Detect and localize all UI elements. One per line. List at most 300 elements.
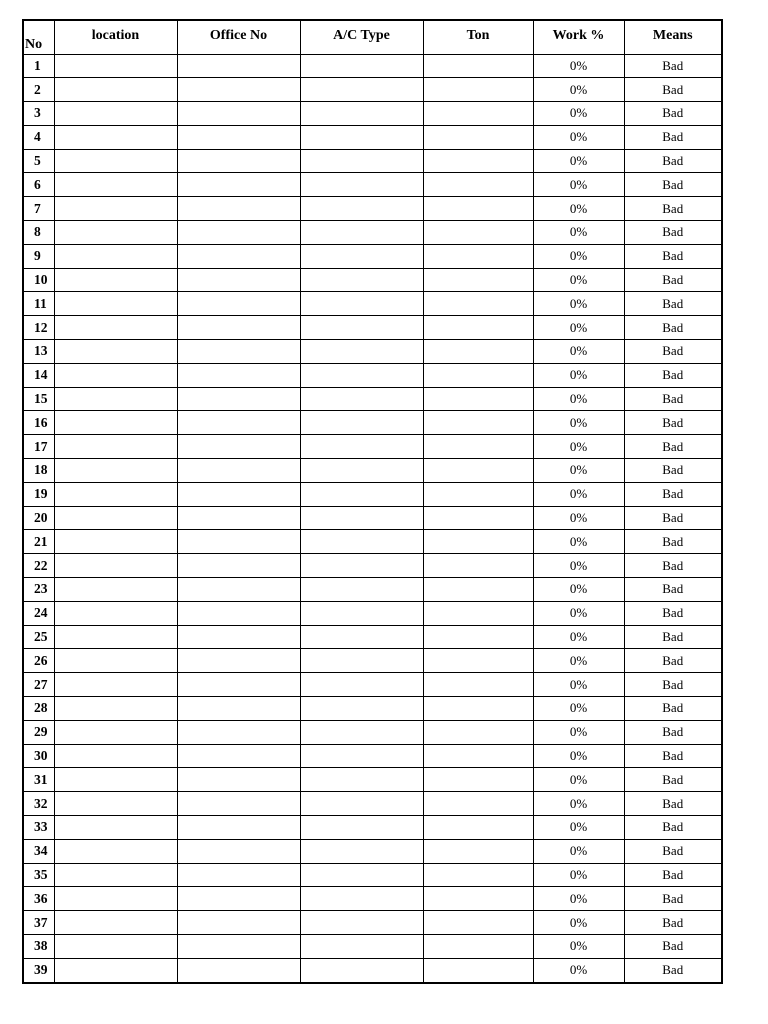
row-number: 27 bbox=[23, 673, 54, 697]
location-cell[interactable] bbox=[54, 673, 177, 697]
location-cell[interactable] bbox=[54, 934, 177, 958]
ac-type-cell[interactable] bbox=[300, 506, 423, 530]
means-cell[interactable]: Bad bbox=[624, 625, 722, 649]
work-percent-cell[interactable]: 0% bbox=[533, 601, 624, 625]
row-number: 20 bbox=[23, 506, 54, 530]
ac-type-cell[interactable] bbox=[300, 482, 423, 506]
ton-cell[interactable] bbox=[423, 173, 533, 197]
work-percent-cell[interactable]: 0% bbox=[533, 292, 624, 316]
location-cell[interactable] bbox=[54, 221, 177, 245]
header-office-no: Office No bbox=[177, 20, 300, 54]
ac-type-cell[interactable] bbox=[300, 530, 423, 554]
location-cell[interactable] bbox=[54, 744, 177, 768]
table-row bbox=[23, 102, 722, 126]
ac-type-cell[interactable] bbox=[300, 102, 423, 126]
office-no-cell[interactable] bbox=[177, 673, 300, 697]
table-row bbox=[23, 839, 722, 863]
row-number: 14 bbox=[23, 363, 54, 387]
row-number: 16 bbox=[23, 411, 54, 435]
ac-type-cell[interactable] bbox=[300, 673, 423, 697]
office-no-cell[interactable] bbox=[177, 863, 300, 887]
means-cell[interactable]: Bad bbox=[624, 102, 722, 126]
ton-cell[interactable] bbox=[423, 340, 533, 364]
location-cell[interactable] bbox=[54, 720, 177, 744]
means-cell[interactable]: Bad bbox=[624, 744, 722, 768]
location-cell[interactable] bbox=[54, 530, 177, 554]
ton-cell[interactable] bbox=[423, 744, 533, 768]
office-no-cell[interactable] bbox=[177, 506, 300, 530]
ac-type-cell[interactable] bbox=[300, 720, 423, 744]
work-percent-cell[interactable]: 0% bbox=[533, 435, 624, 459]
means-cell[interactable]: Bad bbox=[624, 863, 722, 887]
work-percent-cell[interactable]: 0% bbox=[533, 887, 624, 911]
table-row bbox=[23, 506, 722, 530]
table-row bbox=[23, 482, 722, 506]
means-cell[interactable]: Bad bbox=[624, 578, 722, 602]
work-percent-cell[interactable]: 0% bbox=[533, 411, 624, 435]
location-cell[interactable] bbox=[54, 816, 177, 840]
table-row bbox=[23, 958, 722, 982]
means-cell[interactable]: Bad bbox=[624, 673, 722, 697]
ton-cell[interactable] bbox=[423, 102, 533, 126]
ton-cell[interactable] bbox=[423, 625, 533, 649]
location-cell[interactable] bbox=[54, 173, 177, 197]
ac-type-cell[interactable] bbox=[300, 911, 423, 935]
location-cell[interactable] bbox=[54, 197, 177, 221]
ac-type-cell[interactable] bbox=[300, 625, 423, 649]
means-cell[interactable]: Bad bbox=[624, 435, 722, 459]
ton-cell[interactable] bbox=[423, 411, 533, 435]
row-number: 32 bbox=[23, 792, 54, 816]
ton-cell[interactable] bbox=[423, 149, 533, 173]
work-percent-cell[interactable]: 0% bbox=[533, 244, 624, 268]
ton-cell[interactable] bbox=[423, 911, 533, 935]
means-cell[interactable]: Bad bbox=[624, 649, 722, 673]
office-no-cell[interactable] bbox=[177, 340, 300, 364]
location-cell[interactable] bbox=[54, 578, 177, 602]
means-cell[interactable]: Bad bbox=[624, 530, 722, 554]
ac-type-cell[interactable] bbox=[300, 792, 423, 816]
row-number: 17 bbox=[23, 435, 54, 459]
location-cell[interactable] bbox=[54, 649, 177, 673]
office-no-cell[interactable] bbox=[177, 149, 300, 173]
ton-cell[interactable] bbox=[423, 649, 533, 673]
work-percent-cell[interactable]: 0% bbox=[533, 578, 624, 602]
row-number: 36 bbox=[23, 887, 54, 911]
office-no-cell[interactable] bbox=[177, 316, 300, 340]
ton-cell[interactable] bbox=[423, 697, 533, 721]
row-number: 34 bbox=[23, 839, 54, 863]
office-no-cell[interactable] bbox=[177, 387, 300, 411]
office-no-cell[interactable] bbox=[177, 816, 300, 840]
ac-type-cell[interactable] bbox=[300, 316, 423, 340]
work-percent-cell[interactable]: 0% bbox=[533, 387, 624, 411]
work-percent-cell[interactable]: 0% bbox=[533, 649, 624, 673]
row-number: 2 bbox=[23, 78, 54, 102]
ton-cell[interactable] bbox=[423, 958, 533, 982]
ton-cell[interactable] bbox=[423, 768, 533, 792]
office-no-cell[interactable] bbox=[177, 649, 300, 673]
office-no-cell[interactable] bbox=[177, 197, 300, 221]
work-percent-cell[interactable]: 0% bbox=[533, 506, 624, 530]
row-number: 4 bbox=[23, 125, 54, 149]
ton-cell[interactable] bbox=[423, 316, 533, 340]
header-no: No bbox=[23, 20, 54, 54]
location-cell[interactable] bbox=[54, 268, 177, 292]
location-cell[interactable] bbox=[54, 887, 177, 911]
ac-type-cell[interactable] bbox=[300, 649, 423, 673]
row-number: 31 bbox=[23, 768, 54, 792]
work-percent-cell[interactable]: 0% bbox=[533, 792, 624, 816]
table-body bbox=[23, 54, 722, 983]
office-no-cell[interactable] bbox=[177, 720, 300, 744]
work-percent-cell[interactable]: 0% bbox=[533, 816, 624, 840]
ac-inventory-table bbox=[22, 19, 723, 984]
ton-cell[interactable] bbox=[423, 268, 533, 292]
location-cell[interactable] bbox=[54, 768, 177, 792]
work-percent-cell[interactable]: 0% bbox=[533, 221, 624, 245]
work-percent-cell[interactable]: 0% bbox=[533, 197, 624, 221]
ac-type-cell[interactable] bbox=[300, 54, 423, 78]
table-row bbox=[23, 934, 722, 958]
location-cell[interactable] bbox=[54, 911, 177, 935]
location-cell[interactable] bbox=[54, 625, 177, 649]
ton-cell[interactable] bbox=[423, 78, 533, 102]
means-cell[interactable]: Bad bbox=[624, 554, 722, 578]
ton-cell[interactable] bbox=[423, 578, 533, 602]
work-percent-cell[interactable]: 0% bbox=[533, 768, 624, 792]
ac-type-cell[interactable] bbox=[300, 292, 423, 316]
table-row bbox=[23, 792, 722, 816]
work-percent-cell[interactable]: 0% bbox=[533, 625, 624, 649]
means-cell[interactable]: Bad bbox=[624, 792, 722, 816]
ton-cell[interactable] bbox=[423, 673, 533, 697]
means-cell[interactable]: Bad bbox=[624, 911, 722, 935]
work-percent-cell[interactable]: 0% bbox=[533, 102, 624, 126]
office-no-cell[interactable] bbox=[177, 54, 300, 78]
ton-cell[interactable] bbox=[423, 125, 533, 149]
table-row bbox=[23, 363, 722, 387]
office-no-cell[interactable] bbox=[177, 934, 300, 958]
table-row bbox=[23, 887, 722, 911]
work-percent-cell[interactable]: 0% bbox=[533, 340, 624, 364]
location-cell[interactable] bbox=[54, 78, 177, 102]
location-cell[interactable] bbox=[54, 411, 177, 435]
location-cell[interactable] bbox=[54, 54, 177, 78]
table-row bbox=[23, 387, 722, 411]
row-number: 33 bbox=[23, 816, 54, 840]
table-row bbox=[23, 530, 722, 554]
ton-cell[interactable] bbox=[423, 482, 533, 506]
ac-type-cell[interactable] bbox=[300, 363, 423, 387]
row-number: 11 bbox=[23, 292, 54, 316]
means-cell[interactable]: Bad bbox=[624, 387, 722, 411]
work-percent-cell[interactable]: 0% bbox=[533, 863, 624, 887]
office-no-cell[interactable] bbox=[177, 958, 300, 982]
location-cell[interactable] bbox=[54, 697, 177, 721]
office-no-cell[interactable] bbox=[177, 697, 300, 721]
office-no-cell[interactable] bbox=[177, 78, 300, 102]
means-cell[interactable]: Bad bbox=[624, 506, 722, 530]
row-number: 30 bbox=[23, 744, 54, 768]
work-percent-cell[interactable]: 0% bbox=[533, 554, 624, 578]
work-percent-cell[interactable]: 0% bbox=[533, 530, 624, 554]
ac-type-cell[interactable] bbox=[300, 839, 423, 863]
work-percent-cell[interactable]: 0% bbox=[533, 54, 624, 78]
ton-cell[interactable] bbox=[423, 54, 533, 78]
ac-type-cell[interactable] bbox=[300, 958, 423, 982]
location-cell[interactable] bbox=[54, 482, 177, 506]
table-row bbox=[23, 340, 722, 364]
office-no-cell[interactable] bbox=[177, 435, 300, 459]
row-number: 38 bbox=[23, 934, 54, 958]
location-cell[interactable] bbox=[54, 554, 177, 578]
office-no-cell[interactable] bbox=[177, 578, 300, 602]
location-cell[interactable] bbox=[54, 459, 177, 483]
office-no-cell[interactable] bbox=[177, 911, 300, 935]
ac-type-cell[interactable] bbox=[300, 125, 423, 149]
ac-type-cell[interactable] bbox=[300, 268, 423, 292]
office-no-cell[interactable] bbox=[177, 459, 300, 483]
ac-type-cell[interactable] bbox=[300, 934, 423, 958]
means-cell[interactable]: Bad bbox=[624, 340, 722, 364]
row-number: 39 bbox=[23, 958, 54, 982]
row-number: 25 bbox=[23, 625, 54, 649]
means-cell[interactable]: Bad bbox=[624, 125, 722, 149]
ton-cell[interactable] bbox=[423, 601, 533, 625]
work-percent-cell[interactable]: 0% bbox=[533, 125, 624, 149]
row-number: 35 bbox=[23, 863, 54, 887]
ac-type-cell[interactable] bbox=[300, 411, 423, 435]
location-cell[interactable] bbox=[54, 435, 177, 459]
office-no-cell[interactable] bbox=[177, 411, 300, 435]
work-percent-cell[interactable]: 0% bbox=[533, 744, 624, 768]
office-no-cell[interactable] bbox=[177, 244, 300, 268]
ton-cell[interactable] bbox=[423, 816, 533, 840]
table-row bbox=[23, 459, 722, 483]
row-number: 10 bbox=[23, 268, 54, 292]
ton-cell[interactable] bbox=[423, 435, 533, 459]
ton-cell[interactable] bbox=[423, 197, 533, 221]
row-number: 21 bbox=[23, 530, 54, 554]
location-cell[interactable] bbox=[54, 102, 177, 126]
means-cell[interactable]: Bad bbox=[624, 411, 722, 435]
office-no-cell[interactable] bbox=[177, 268, 300, 292]
office-no-cell[interactable] bbox=[177, 173, 300, 197]
location-cell[interactable] bbox=[54, 340, 177, 364]
row-number: 19 bbox=[23, 482, 54, 506]
table-row bbox=[23, 649, 722, 673]
means-cell[interactable]: Bad bbox=[624, 363, 722, 387]
ton-cell[interactable] bbox=[423, 363, 533, 387]
table-row bbox=[23, 292, 722, 316]
location-cell[interactable] bbox=[54, 958, 177, 982]
location-cell[interactable] bbox=[54, 363, 177, 387]
work-percent-cell[interactable]: 0% bbox=[533, 958, 624, 982]
ac-type-cell[interactable] bbox=[300, 78, 423, 102]
ton-cell[interactable] bbox=[423, 934, 533, 958]
office-no-cell[interactable] bbox=[177, 625, 300, 649]
ac-type-cell[interactable] bbox=[300, 197, 423, 221]
means-cell[interactable]: Bad bbox=[624, 482, 722, 506]
location-cell[interactable] bbox=[54, 125, 177, 149]
row-number: 24 bbox=[23, 601, 54, 625]
row-number: 22 bbox=[23, 554, 54, 578]
work-percent-cell[interactable]: 0% bbox=[533, 363, 624, 387]
work-percent-cell[interactable]: 0% bbox=[533, 839, 624, 863]
row-number: 5 bbox=[23, 149, 54, 173]
means-cell[interactable]: Bad bbox=[624, 54, 722, 78]
office-no-cell[interactable] bbox=[177, 125, 300, 149]
office-no-cell[interactable] bbox=[177, 792, 300, 816]
ac-type-cell[interactable] bbox=[300, 221, 423, 245]
ac-type-cell[interactable] bbox=[300, 816, 423, 840]
ac-type-cell[interactable] bbox=[300, 744, 423, 768]
work-percent-cell[interactable]: 0% bbox=[533, 149, 624, 173]
location-cell[interactable] bbox=[54, 792, 177, 816]
means-cell[interactable]: Bad bbox=[624, 292, 722, 316]
table-row bbox=[23, 197, 722, 221]
means-cell[interactable]: Bad bbox=[624, 768, 722, 792]
ton-cell[interactable] bbox=[423, 554, 533, 578]
ac-type-cell[interactable] bbox=[300, 459, 423, 483]
means-cell[interactable]: Bad bbox=[624, 720, 722, 744]
work-percent-cell[interactable]: 0% bbox=[533, 720, 624, 744]
ac-type-cell[interactable] bbox=[300, 863, 423, 887]
header-row bbox=[23, 20, 722, 54]
table-row bbox=[23, 601, 722, 625]
location-cell[interactable] bbox=[54, 387, 177, 411]
means-cell[interactable]: Bad bbox=[624, 78, 722, 102]
row-number: 8 bbox=[23, 221, 54, 245]
office-no-cell[interactable] bbox=[177, 554, 300, 578]
office-no-cell[interactable] bbox=[177, 839, 300, 863]
ton-cell[interactable] bbox=[423, 292, 533, 316]
row-number: 23 bbox=[23, 578, 54, 602]
table-row bbox=[23, 221, 722, 245]
office-no-cell[interactable] bbox=[177, 482, 300, 506]
means-cell[interactable]: Bad bbox=[624, 268, 722, 292]
work-percent-cell[interactable]: 0% bbox=[533, 911, 624, 935]
office-no-cell[interactable] bbox=[177, 887, 300, 911]
ton-cell[interactable] bbox=[423, 459, 533, 483]
row-number: 15 bbox=[23, 387, 54, 411]
work-percent-cell[interactable]: 0% bbox=[533, 459, 624, 483]
means-cell[interactable]: Bad bbox=[624, 149, 722, 173]
office-no-cell[interactable] bbox=[177, 292, 300, 316]
means-cell[interactable]: Bad bbox=[624, 601, 722, 625]
work-percent-cell[interactable]: 0% bbox=[533, 316, 624, 340]
ton-cell[interactable] bbox=[423, 839, 533, 863]
table-row bbox=[23, 173, 722, 197]
means-cell[interactable]: Bad bbox=[624, 839, 722, 863]
ac-type-cell[interactable] bbox=[300, 435, 423, 459]
means-cell[interactable]: Bad bbox=[624, 934, 722, 958]
header-location: location bbox=[54, 20, 177, 54]
table-row bbox=[23, 54, 722, 78]
work-percent-cell[interactable]: 0% bbox=[533, 78, 624, 102]
ac-type-cell[interactable] bbox=[300, 554, 423, 578]
ton-cell[interactable] bbox=[423, 221, 533, 245]
work-percent-cell[interactable]: 0% bbox=[533, 173, 624, 197]
means-cell[interactable]: Bad bbox=[624, 459, 722, 483]
means-cell[interactable]: Bad bbox=[624, 816, 722, 840]
location-cell[interactable] bbox=[54, 839, 177, 863]
location-cell[interactable] bbox=[54, 244, 177, 268]
row-number: 3 bbox=[23, 102, 54, 126]
row-number: 12 bbox=[23, 316, 54, 340]
work-percent-cell[interactable]: 0% bbox=[533, 268, 624, 292]
location-cell[interactable] bbox=[54, 863, 177, 887]
work-percent-cell[interactable]: 0% bbox=[533, 934, 624, 958]
table-row bbox=[23, 578, 722, 602]
ac-type-cell[interactable] bbox=[300, 244, 423, 268]
work-percent-cell[interactable]: 0% bbox=[533, 673, 624, 697]
means-cell[interactable]: Bad bbox=[624, 244, 722, 268]
office-no-cell[interactable] bbox=[177, 102, 300, 126]
table-row bbox=[23, 554, 722, 578]
location-cell[interactable] bbox=[54, 292, 177, 316]
table-row bbox=[23, 863, 722, 887]
means-cell[interactable]: Bad bbox=[624, 316, 722, 340]
ton-cell[interactable] bbox=[423, 720, 533, 744]
means-cell[interactable]: Bad bbox=[624, 197, 722, 221]
office-no-cell[interactable] bbox=[177, 744, 300, 768]
ac-type-cell[interactable] bbox=[300, 149, 423, 173]
ac-type-cell[interactable] bbox=[300, 340, 423, 364]
table-row bbox=[23, 768, 722, 792]
location-cell[interactable] bbox=[54, 601, 177, 625]
ac-type-cell[interactable] bbox=[300, 768, 423, 792]
ton-cell[interactable] bbox=[423, 792, 533, 816]
ton-cell[interactable] bbox=[423, 863, 533, 887]
work-percent-cell[interactable]: 0% bbox=[533, 482, 624, 506]
means-cell[interactable]: Bad bbox=[624, 221, 722, 245]
ac-type-cell[interactable] bbox=[300, 697, 423, 721]
ac-type-cell[interactable] bbox=[300, 387, 423, 411]
ac-type-cell[interactable] bbox=[300, 887, 423, 911]
row-number: 7 bbox=[23, 197, 54, 221]
means-cell[interactable]: Bad bbox=[624, 958, 722, 982]
table-row bbox=[23, 268, 722, 292]
ac-type-cell[interactable] bbox=[300, 578, 423, 602]
row-number: 18 bbox=[23, 459, 54, 483]
table-row bbox=[23, 720, 722, 744]
ton-cell[interactable] bbox=[423, 387, 533, 411]
ac-type-cell[interactable] bbox=[300, 601, 423, 625]
means-cell[interactable]: Bad bbox=[624, 173, 722, 197]
means-cell[interactable]: Bad bbox=[624, 697, 722, 721]
ton-cell[interactable] bbox=[423, 244, 533, 268]
ac-type-cell[interactable] bbox=[300, 173, 423, 197]
table-row bbox=[23, 149, 722, 173]
office-no-cell[interactable] bbox=[177, 530, 300, 554]
means-cell[interactable]: Bad bbox=[624, 887, 722, 911]
header-means: Means bbox=[624, 20, 722, 54]
office-no-cell[interactable] bbox=[177, 363, 300, 387]
location-cell[interactable] bbox=[54, 149, 177, 173]
office-no-cell[interactable] bbox=[177, 601, 300, 625]
ton-cell[interactable] bbox=[423, 506, 533, 530]
ton-cell[interactable] bbox=[423, 530, 533, 554]
work-percent-cell[interactable]: 0% bbox=[533, 697, 624, 721]
office-no-cell[interactable] bbox=[177, 221, 300, 245]
location-cell[interactable] bbox=[54, 506, 177, 530]
location-cell[interactable] bbox=[54, 316, 177, 340]
ton-cell[interactable] bbox=[423, 887, 533, 911]
office-no-cell[interactable] bbox=[177, 768, 300, 792]
row-number: 29 bbox=[23, 720, 54, 744]
